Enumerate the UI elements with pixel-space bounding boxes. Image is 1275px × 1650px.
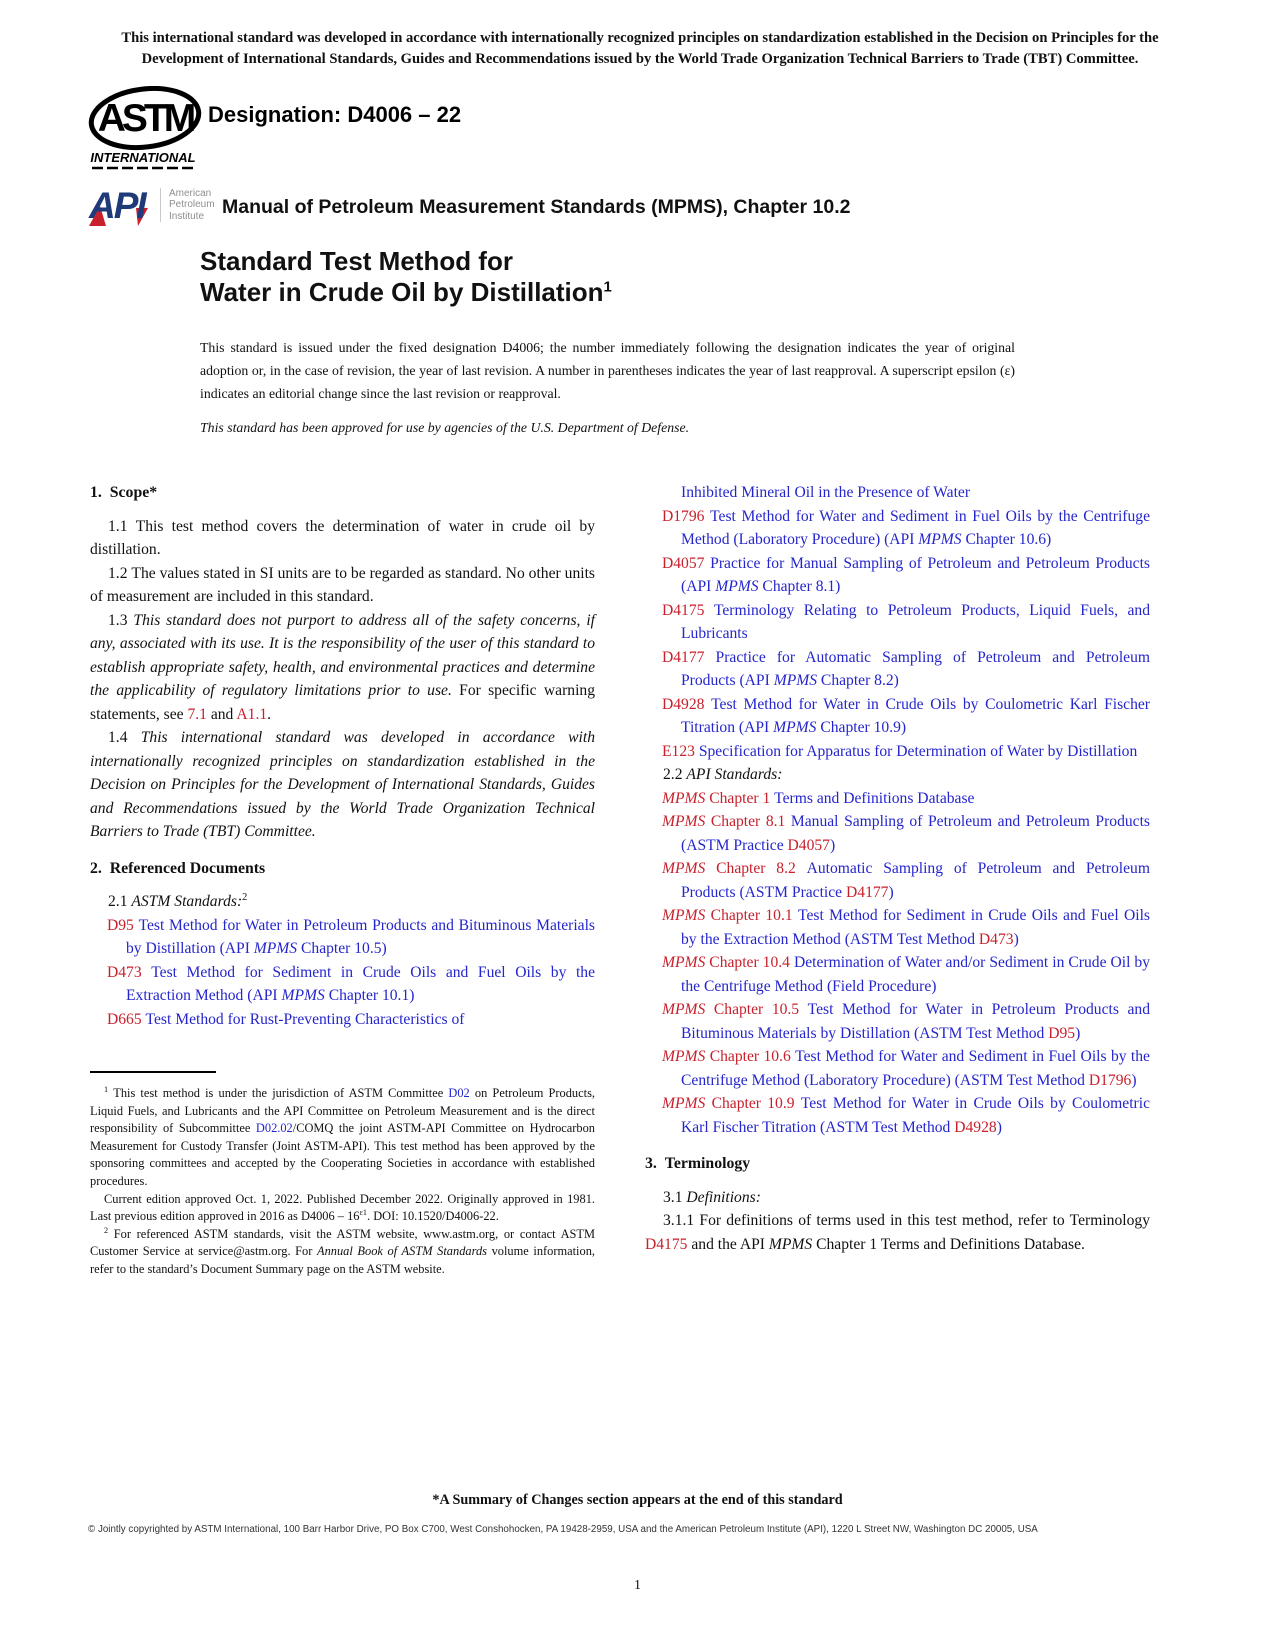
ref-link[interactable]: MPMS (281, 987, 325, 1004)
text-run: For referenced ASTM standards, visit the ASTM website, www.astm.org, or contact ASTM Customer Service at service@astm.org. For (90, 1226, 595, 1259)
ref-link[interactable]: 7.1 (187, 705, 207, 723)
ref-link[interactable]: ) (996, 1118, 1002, 1136)
text-run: 2.2 (663, 766, 687, 783)
ref-link[interactable]: Chapter 1 (705, 789, 771, 807)
ref-link[interactable]: Test Method for Sediment in Crude Oils and Fuel Oils by the Extraction Method (API (126, 963, 595, 1004)
ref-link[interactable]: Specification for Apparatus for Determination of Water by Distillation (694, 742, 1138, 760)
ref-link[interactable]: D4928 (662, 695, 705, 713)
text-run: API Standards: (686, 766, 783, 783)
ref-link[interactable]: MPMS (662, 954, 706, 971)
reference-item-d4057 (645, 552, 1150, 599)
ref-link[interactable]: D4177 (662, 648, 705, 666)
text-run: This standard does not purport to address all of the safety concerns, if any, associated with its use. It is the responsibility of the user of this standard to establish appropriate safety, health, and environmental practices and determine the applicability of regulatory limitations prior to use. (90, 611, 595, 699)
reference-item-d4177 (645, 646, 1150, 693)
ref-link[interactable]: D4177 (846, 883, 889, 901)
footnote-divider (90, 1071, 216, 1073)
ref-link[interactable]: D4175 (645, 1235, 688, 1253)
reference-item-mpms-ch10-5 (645, 998, 1150, 1045)
api-logo-text: API (89, 185, 145, 226)
reference-item-d95 (90, 914, 595, 961)
api-caption-line: American (169, 187, 212, 199)
ref-link[interactable]: MPMS (918, 531, 962, 548)
ref-link[interactable]: D665 (107, 1010, 142, 1028)
ref-link[interactable]: Inhibited Mineral Oil in the Presence of Water (681, 484, 971, 501)
reference-item-mpms-ch8-1 (645, 810, 1150, 857)
section-heading-scope: 1. Scope* (90, 484, 158, 501)
ref-link[interactable]: MPMS (715, 578, 759, 595)
ref-link[interactable]: D4057 (787, 836, 830, 854)
footnotes-block (90, 1071, 595, 1279)
text-run: For specific warning statements, see (90, 682, 595, 723)
paragraph-2-1 (90, 890, 595, 914)
ref-link[interactable]: D95 (107, 916, 134, 934)
ref-link[interactable]: Chapter 10.9) (816, 719, 907, 736)
footnote-1-edition (90, 1191, 595, 1226)
reference-item-d665-continuation (645, 481, 1150, 505)
ref-link[interactable]: A1.1 (236, 705, 268, 723)
paragraph-3-1 (645, 1186, 1150, 1210)
ref-link[interactable]: Automatic Sampling of Petroleum and Petroleum Products (ASTM Practice (681, 860, 1150, 901)
footnote-1 (90, 1085, 595, 1191)
body-columns (90, 455, 1155, 1279)
astm-international-logo (88, 86, 202, 174)
reference-item-mpms-ch8-2 (645, 857, 1150, 904)
ref-link[interactable]: D4057 (662, 554, 705, 572)
ref-link[interactable]: MPMS (773, 672, 818, 689)
text-run: Current edition approved Oct. 1, 2022. Published December 2022. Originally approved in 1981. Last previous edition approved in 2016 as D4006 – 16 (90, 1191, 595, 1224)
ref-link[interactable]: Terminology Relating to Petroleum Products, Liquid Fuels, and Lubricants (681, 601, 1150, 642)
paragraph-3-1-1 (645, 1209, 1150, 1256)
ref-link[interactable]: Test Method for Water in Crude Oils by Coulometric Karl Fischer Titration (API (681, 695, 1150, 736)
designation-text: Designation: D4006 – 22 (208, 102, 462, 127)
paragraph-1-2 (90, 562, 595, 609)
title-line-1: Standard Test Method for (200, 246, 513, 276)
reference-item-d1796 (645, 505, 1150, 552)
text-run: 3.1 (663, 1188, 687, 1206)
reference-item-d473 (90, 961, 595, 1008)
section-heading-terminology: 3. Terminology (645, 1155, 751, 1172)
ref-link[interactable]: Chapter 8.1) (758, 578, 841, 595)
ref-link[interactable]: ) (1013, 930, 1019, 948)
section-heading-referenced-documents: 2. Referenced Documents (90, 859, 266, 877)
text-run: ASTM Standards: (131, 893, 243, 910)
summary-of-changes-note: *A Summary of Changes section appears at the end of this standard (432, 1492, 843, 1508)
ref-link[interactable]: D473 (107, 963, 142, 981)
ref-link[interactable]: Test Method for Water and Sediment in Fuel Oils by the Centrifuge Method (Laboratory Procedure) (API (681, 507, 1150, 548)
ref-link[interactable]: Test Method for Water in Crude Oils by Coulometric Karl Fischer Titration (ASTM Test Method (681, 1095, 1151, 1136)
reference-item-d4928 (645, 693, 1150, 740)
ref-link[interactable]: MPMS (662, 1048, 706, 1065)
text-run: ε1 (359, 1208, 367, 1218)
ref-link[interactable]: D4175 (662, 601, 705, 619)
ref-link[interactable]: Chapter 10.1 (705, 907, 793, 924)
ref-link[interactable]: Test Method for Sediment in Crude Oils and Fuel Oils by the Extraction Method (ASTM Test Method (681, 907, 1150, 948)
api-caption-line: Petroleum (169, 199, 215, 211)
reference-item-e123 (645, 740, 1150, 764)
footnote-2 (90, 1226, 595, 1279)
text-run: 2 (104, 1225, 109, 1235)
reference-item-mpms-ch10-9 (645, 1092, 1150, 1139)
dod-approval-note: This standard has been approved for use by agencies of the U.S. Department of Defense. (200, 420, 690, 435)
api-logo-block (88, 180, 215, 230)
ref-link[interactable]: Test Method for Rust-Preventing Characteristics of (141, 1010, 465, 1028)
ref-link[interactable]: Terms and Definitions Database (770, 789, 975, 807)
astm-logo-text: ASTM (97, 97, 193, 140)
text-run: Annual Book of ASTM Standards (317, 1244, 487, 1259)
reference-item-mpms-ch10-6 (645, 1045, 1150, 1092)
api-logo-icon (88, 180, 150, 230)
text-run: and (206, 705, 237, 723)
ref-link[interactable]: ) (1131, 1071, 1137, 1089)
ref-link[interactable]: Chapter 10.6 (705, 1048, 791, 1065)
ref-link[interactable]: Test Method for Water in Petroleum Products and Bituminous Materials by Distillation (API (126, 916, 595, 957)
text-run: This international standard was developed in accordance with internationally recognized principles on standardization established in the Decision on Principles for the Development of International Standards, Guides and Recommendations issued by the World Trade Organization Technical Barriers to Trade (TBT) Committee. (90, 729, 596, 840)
text-run: . DOI: 10.1520/D4006-22. (367, 1209, 499, 1224)
text-run: MPMS (768, 1235, 813, 1253)
ref-link[interactable]: MPMS (662, 1001, 706, 1018)
ref-link[interactable]: Determination of Water and/or Sediment in Crude Oil by the Centrifuge Method (Field Procedure) (681, 954, 1150, 995)
ref-link[interactable]: MPMS (662, 813, 706, 830)
ref-link[interactable]: ) (829, 836, 836, 854)
ref-link[interactable]: MPMS (253, 940, 298, 957)
text-run: 2 (242, 891, 248, 903)
text-run: 1.1 This test method covers the determination of water in crude oil by distillation. (90, 517, 595, 558)
ref-link[interactable]: D02.02 (255, 1121, 293, 1136)
ref-link[interactable]: Chapter 10.5) (297, 940, 387, 957)
reference-item-mpms-ch10-4 (645, 951, 1150, 998)
ref-link[interactable]: Test Method for Water and Sediment in Fuel Oils by the Centrifuge Method (Laboratory Procedure) (ASTM Test Method (681, 1048, 1150, 1089)
wto-tbt-notice: This international standard was developed in accordance with internationally recognized principles on standardization established in the Decision on Principles for the Development of International Standards, Guides and Recommendations issued by the World Trade Organization Technical Barriers to Trade (TBT) Committee. (121, 30, 1159, 67)
left-column (90, 455, 595, 1279)
paragraph-1-4 (90, 726, 595, 844)
paragraph-1-3 (90, 609, 595, 727)
copyright-line: © Jointly copyrighted by ASTM International, 100 Barr Harbor Drive, PO Box C700, West Conshohocken, PA 19428-2959, USA and the American Petroleum Institute (API), 1220 L Street NW, Washington DC 20005, USA (88, 1524, 1038, 1535)
page-title (200, 246, 612, 308)
ref-link[interactable]: D1796 (662, 507, 705, 525)
reference-item-mpms-ch1 (645, 787, 1150, 811)
text-run: 1.4 (108, 729, 141, 746)
ref-link[interactable]: Practice for Manual Sampling of Petroleum and Petroleum Products (API (681, 554, 1150, 595)
text-run: 1.2 The values stated in SI units are to be regarded as standard. No other units of measurement are included in this standard. (90, 564, 595, 605)
text-run: Definitions: (686, 1188, 761, 1206)
ref-link[interactable]: Chapter 8.2 (705, 860, 796, 877)
ref-link[interactable]: D473 (978, 930, 1014, 948)
reference-item-d4175 (645, 599, 1150, 646)
text-run: volume information, refer to the standard’s Document Summary page on the ASTM website. (90, 1244, 595, 1276)
ref-link[interactable]: ) (888, 883, 894, 901)
api-caption-line: Institute (169, 210, 205, 222)
ref-link[interactable]: MPMS (773, 719, 817, 736)
reference-item-d665 (90, 1008, 595, 1032)
ref-link[interactable]: Chapter 10.5 (705, 1001, 800, 1018)
ref-link[interactable]: Chapter 10.9 (705, 1095, 795, 1112)
text-run: . (267, 705, 272, 723)
reference-item-mpms-ch10-1 (645, 904, 1150, 951)
ref-link[interactable]: E123 (662, 742, 695, 760)
paragraph-2-2 (645, 763, 1150, 787)
ref-link[interactable]: Chapter 8.1 (705, 813, 786, 830)
paragraph-1-1 (90, 515, 595, 562)
ref-link[interactable]: Chapter 10.6) (961, 531, 1052, 548)
text-run: 2.1 (108, 893, 132, 910)
title-line-2: Water in Crude Oil by Distillation$^1$ (200, 277, 612, 308)
ref-link[interactable]: MPMS (662, 789, 706, 807)
ref-link[interactable]: Manual Sampling of Petroleum and Petroleum Products (ASTM Practice (681, 813, 1150, 854)
text-run: 1.3 (108, 611, 134, 629)
text-run: on Petroleum Products, Liquid Fuels, and Lubricants and the API Committee on Petroleum Measurement and is the direct responsibility of Subcommittee (90, 1086, 595, 1136)
astm-logo-subtext: INTERNATIONAL (90, 150, 196, 165)
text-run: and the API (687, 1235, 769, 1253)
ref-link[interactable]: Chapter 10.1) (324, 987, 415, 1004)
text-run: 1 (104, 1084, 109, 1094)
issuing-statement: This standard is issued under the fixed designation D4006; the number immediately following the designation indicates the year of original adoption or, in the case of revision, the year of last revision. A number in parentheses indicates the year of last reapproval. A superscript epsilon (ε) indicates an editorial change since the last revision or reapproval. (200, 340, 1015, 401)
mpms-chapter-title: Manual of Petroleum Measurement Standards (MPMS), Chapter 10.2 (222, 196, 851, 218)
ref-link[interactable]: D02 (448, 1086, 470, 1100)
text-run: Chapter 1 Terms and Definitions Database. (812, 1235, 1085, 1253)
text-run: /COMQ the joint ASTM-API Committee on Hydrocarbon Measurement for Custody Transfer (Joint ASTM-API). This test method has been approved by the sponsoring committees and accepted by the Cooperating Societies in accordance with established procedures. (90, 1121, 595, 1188)
ref-link[interactable]: MPMS (662, 907, 706, 924)
ref-link[interactable]: Chapter 8.2) (817, 672, 899, 689)
ref-link[interactable]: Chapter 10.4 (705, 954, 790, 971)
text-run: This test method is under the jurisdiction of ASTM Committee (108, 1086, 449, 1100)
right-column (645, 455, 1150, 1279)
page-number: 1 (634, 1578, 641, 1593)
ref-link[interactable]: Practice for Automatic Sampling of Petroleum and Petroleum Products (API (681, 648, 1150, 689)
ref-link[interactable]: D95 (1048, 1024, 1076, 1042)
ref-link[interactable]: D1796 (1088, 1071, 1132, 1089)
ref-link[interactable]: ) (1075, 1024, 1081, 1042)
ref-link[interactable]: D4928 (954, 1118, 997, 1136)
ref-link[interactable]: MPMS (662, 1095, 706, 1112)
ref-link[interactable]: Test Method for Water in Petroleum Products and Bituminous Materials by Distillation (ASTM Test Method (681, 1001, 1150, 1042)
api-caption (160, 188, 215, 223)
text-run: 3.1.1 For definitions of terms used in this test method, refer to Terminology (663, 1212, 1150, 1229)
title-footnote-mark[interactable]: 1 (603, 278, 612, 296)
ref-link[interactable]: MPMS (662, 860, 706, 877)
